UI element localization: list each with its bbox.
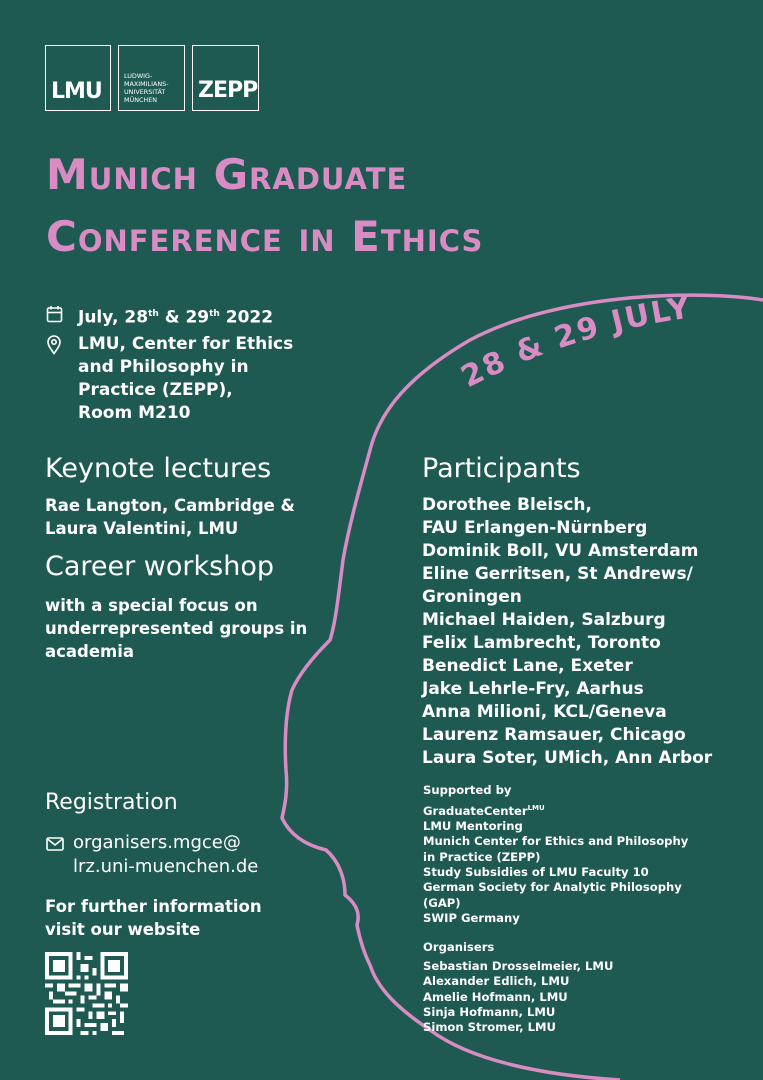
- list-item: SWIP Germany: [423, 910, 520, 925]
- university-logo: LUDWIG- MAXIMILIANS- UNIVERSITÄT MÜNCHEN: [118, 45, 185, 111]
- list-item: LMU Mentoring: [423, 819, 523, 834]
- supporters-list: [423, 801, 688, 926]
- list-item: Anna Milioni, KCL/Geneva: [422, 702, 667, 722]
- registration-heading: Registration: [45, 790, 178, 815]
- list-item: German Society for Analytic Philosophy: [423, 880, 682, 895]
- lmu-logo: LMU: [45, 45, 111, 111]
- qr-code[interactable]: [45, 952, 128, 1035]
- list-item: Eline Gerritsen, St Andrews/: [422, 564, 693, 584]
- calendar-icon: [46, 305, 63, 323]
- date-banner: 28 & 29 JULY: [455, 290, 694, 396]
- participants-heading: Participants: [422, 453, 581, 484]
- website-note: For further information visit our website: [45, 897, 262, 939]
- list-item: Laura Soter, UMich, Ann Arbor: [422, 748, 713, 768]
- title-line-1: Munich Graduate: [46, 150, 408, 199]
- list-item: Alexander Edlich, LMU: [423, 974, 570, 989]
- list-item: Amelie Hofmann, LMU: [423, 989, 568, 1004]
- list-item: Sebastian Drosselmeier, LMU: [423, 959, 614, 973]
- list-item: Sinja Hofmann, LMU: [423, 1004, 556, 1019]
- list-item: Munich Center for Ethics and Philosophy: [423, 834, 689, 849]
- list-item: in Practice (ZEPP): [423, 849, 541, 864]
- list-item: FAU Erlangen-Nürnberg: [422, 518, 648, 538]
- list-item: Jake Lehrle-Fry, Aarhus: [422, 679, 644, 699]
- mail-icon: [46, 837, 64, 851]
- workshop-heading: Career workshop: [45, 551, 274, 582]
- keynote-speakers: Rae Langton, Cambridge & Laura Valentini, LMU: [45, 496, 295, 538]
- registration-email[interactable]: organisers.mgce@ lrz.uni-muenchen.de: [73, 832, 259, 877]
- list-item: Dorothee Bleisch,: [422, 495, 592, 515]
- participants-list: [422, 494, 712, 770]
- event-location: LMU, Center for Ethics and Philosophy in Practice (ZEPP), Room M210: [78, 334, 294, 423]
- workshop-description: with a special focus on underrepresented groups in academia: [45, 596, 308, 661]
- keynote-heading: Keynote lectures: [45, 453, 272, 484]
- organisers-list: [423, 959, 613, 1035]
- zepp-logo: ZEPP: [192, 45, 259, 111]
- event-date: July, 28th & 29th 2022: [78, 307, 274, 328]
- list-item: Study Subsidies of LMU Faculty 10: [423, 865, 649, 880]
- list-item: (GAP): [423, 895, 461, 910]
- organisers-heading: Organisers: [423, 940, 495, 954]
- list-item: GraduateCenter$^{LMU}$: [423, 803, 545, 818]
- title-line-2: Conference in Ethics: [46, 212, 484, 261]
- list-item: Michael Haiden, Salzburg: [422, 610, 666, 630]
- location-pin-icon: [46, 335, 62, 355]
- supporters-heading: Supported by: [423, 783, 512, 797]
- list-item: Dominik Boll, VU Amsterdam: [422, 541, 699, 561]
- list-item: Groningen: [422, 587, 522, 607]
- list-item: Felix Lambrecht, Toronto: [422, 633, 661, 653]
- list-item: Benedict Lane, Exeter: [422, 656, 633, 676]
- list-item: Laurenz Ramsauer, Chicago: [422, 725, 686, 745]
- list-item: Simon Stromer, LMU: [423, 1020, 556, 1035]
